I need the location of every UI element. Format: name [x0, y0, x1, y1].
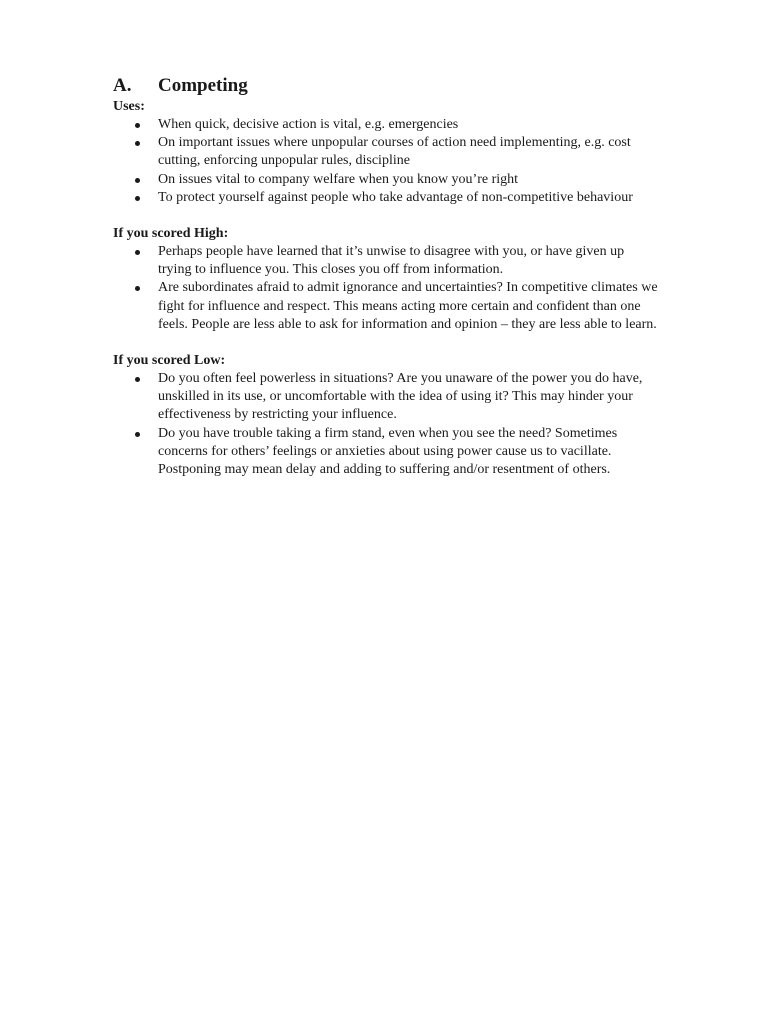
spacer [113, 207, 658, 225]
high-score-label: If you scored High: [113, 226, 229, 242]
high-score-list [113, 243, 658, 334]
high-score-section [113, 225, 658, 334]
bullet-icon [135, 432, 140, 437]
list-item [113, 279, 658, 334]
list-item [113, 171, 658, 189]
heading-letter: A. [113, 75, 132, 96]
bullet-icon [135, 250, 140, 255]
bullet-icon [135, 196, 140, 201]
low-score-section [113, 352, 658, 479]
list-item-text: To protect yourself against people who take advantage of non-competitive behaviour [158, 189, 633, 205]
list-item-text: On important issues where unpopular courses of action need implementing, e.g. cost cutting, enforcing unpopular rules, discipline [158, 135, 631, 169]
section-heading [113, 74, 658, 98]
list-item [113, 189, 658, 207]
list-item-text: Do you have trouble taking a firm stand, even when you see the need? Sometimes concerns for others’ feelings or anxieties about using power cause us to vacillate. Postponing may mean delay and adding to suffering and/or resentment of others. [158, 425, 618, 478]
list-item [113, 243, 658, 279]
bullet-icon [135, 286, 140, 291]
uses-label: Uses: [113, 99, 145, 114]
bullet-icon [135, 178, 140, 183]
list-item-text: Do you often feel powerless in situations? Are you unaware of the power you do have, unskilled in its use, or uncomfortable with the idea of using it? This may hinder your effectiveness by restricting your influence. [158, 371, 643, 423]
spacer [113, 334, 658, 352]
list-item-text: On issues vital to company welfare when you know you’re right [158, 171, 519, 187]
list-item [113, 134, 658, 170]
uses-list [113, 116, 658, 207]
low-score-label: If you scored Low: [113, 353, 226, 369]
list-item [113, 116, 658, 134]
list-item-text: When quick, decisive action is vital, e.g. emergencies [158, 117, 459, 132]
document-page [113, 74, 658, 479]
uses-section [113, 98, 658, 207]
list-item-text: Are subordinates afraid to admit ignorance and uncertainties? In competitive climates we fight for influence and respect. This means acting more certain and confident than one feels. People are less able to ask for information and opinion – they are less able to learn. [158, 280, 658, 332]
low-score-list [113, 370, 658, 479]
list-item [113, 370, 658, 425]
bullet-icon [135, 123, 140, 128]
list-item-text: Perhaps people have learned that it’s unwise to disagree with you, or have given up trying to influence you. This closes you off from information. [158, 244, 625, 278]
bullet-icon [135, 141, 140, 146]
heading-title: Competing [158, 75, 248, 96]
bullet-icon [135, 377, 140, 382]
list-item [113, 425, 658, 480]
